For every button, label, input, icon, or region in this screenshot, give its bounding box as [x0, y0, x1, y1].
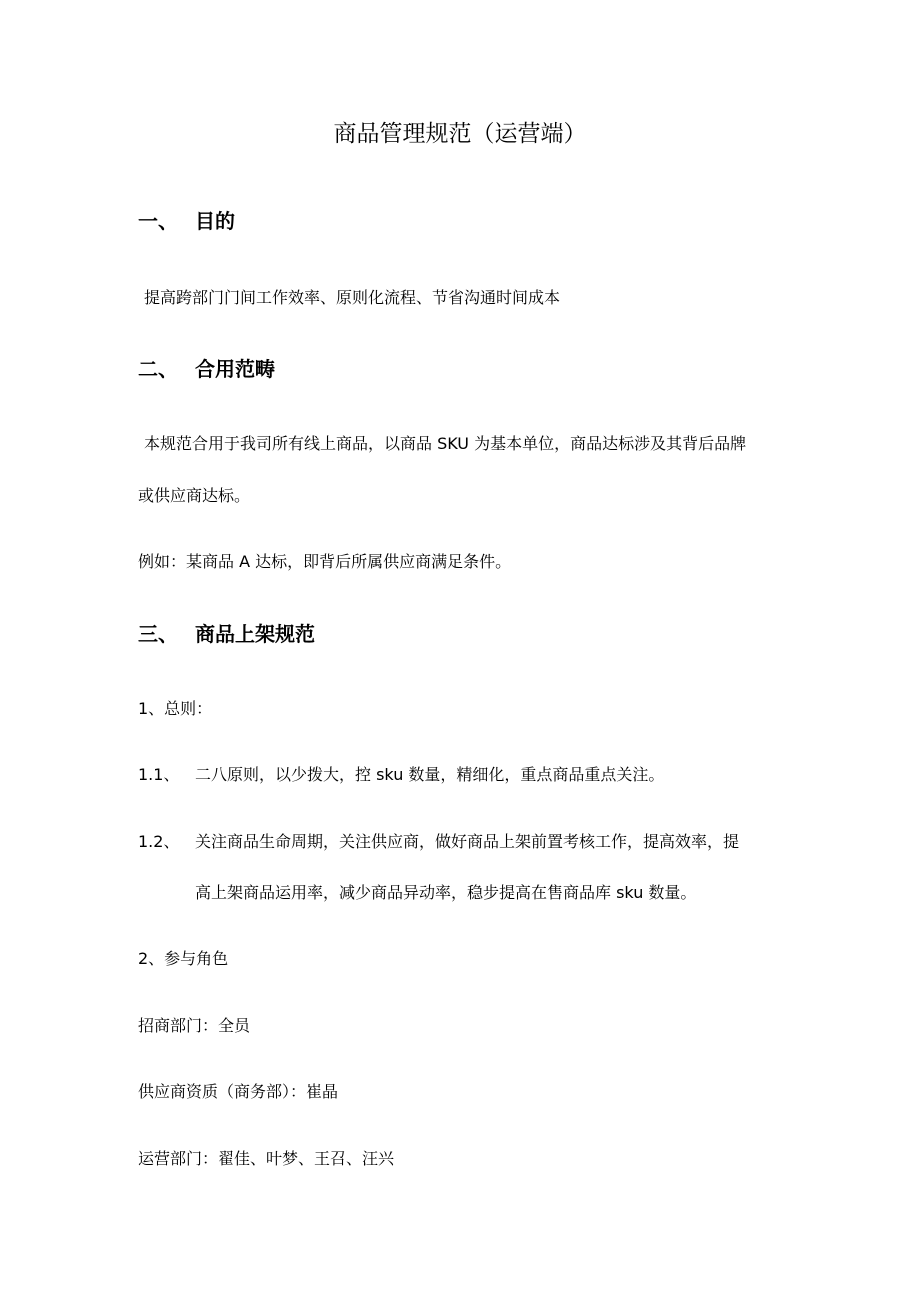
- role-line: 运营部门：翟佳、叶梦、王召、汪兴: [138, 1149, 395, 1168]
- scope-paragraph-line2: 或供应商达标。: [138, 486, 251, 505]
- list-item-continuation: 高上架商品运用率，减少商品异动率，稳步提高在售商品库 sku 数量。: [195, 883, 697, 902]
- list-item-number: 1.1、: [138, 765, 180, 784]
- section-heading-scope: [138, 355, 275, 383]
- role-line: 供应商资质（商务部）：崔晶: [138, 1082, 339, 1101]
- document-title: 商品管理规范（运营端）: [333, 121, 587, 147]
- scope-paragraph-line1: 本规范合用于我司所有线上商品，以商品 SKU 为基本单位，商品达标涉及其背后品牌: [144, 434, 747, 453]
- section-number: 一、: [138, 209, 178, 233]
- section-heading-purpose: [138, 207, 235, 235]
- section-heading-listing: [138, 620, 315, 648]
- list-item: [138, 763, 664, 787]
- section-title: 合用范畴: [195, 357, 275, 381]
- roles-label: 2、参与角色: [138, 949, 229, 968]
- scope-example: 例如：某商品 A 达标，即背后所属供应商满足条件。: [138, 552, 512, 571]
- role-line: 招商部门：全员: [138, 1016, 251, 1035]
- list-item-text: 关注商品生命周期，关注供应商，做好商品上架前置考核工作，提高效率，提: [195, 832, 740, 851]
- list-item: [138, 830, 739, 854]
- section-title: 商品上架规范: [195, 622, 315, 646]
- section-title: 目的: [195, 209, 235, 233]
- section-number: 三、: [138, 622, 178, 646]
- section-number: 二、: [138, 357, 178, 381]
- list-item-text: 二八原则，以少拨大，控 sku 数量，精细化，重点商品重点关注。: [195, 765, 665, 784]
- purpose-paragraph: 提高跨部门门间工作效率、原则化流程、节省沟通时间成本: [144, 288, 561, 307]
- list-item-number: 1.2、: [138, 832, 180, 851]
- general-label: 1、总则：: [138, 699, 213, 718]
